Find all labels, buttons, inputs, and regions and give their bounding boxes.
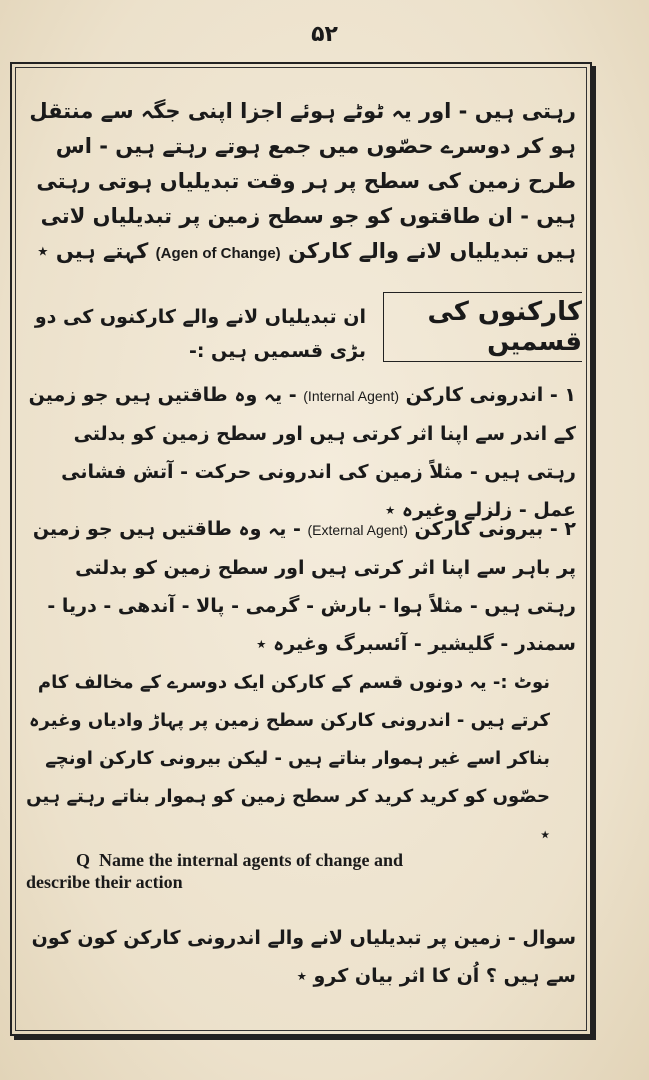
english-question: [26, 849, 570, 893]
types-intro-text: ان تبدیلیاں لانے والے کارکنوں کی دو بڑی قسمیں ہیں :-: [34, 306, 366, 362]
english-term-external-agent: (External Agent): [307, 522, 408, 538]
question-label: Q: [76, 850, 91, 870]
paragraph-1-text: رہتی ہیں - اور یہ ٹوٹے ہوئے اجزا اپنی جگہ سے منتقل ہو کر دوسرے حصّوں میں جمع ہوتے رہتے ہیں - اس طرح زمین کی سطح پر ہر وقت تبدیلیاں ہوتی رہتی ہیں - ان طاقتوں کو جو سطح زمین پر تبدیلیاں لاتی ہیں تبدیلیاں لانے والے کارکن: [29, 99, 576, 263]
section-heading-types-of-agents: کارکنوں کی قسمیں: [383, 292, 582, 362]
page-number: ۵۲: [311, 22, 338, 47]
item-description: - یہ وہ طاقتیں ہیں جو زمین کے اندر سے اپنا اثر کرتی ہیں اور سطح زمین کو بدلتی رہتی ہیں - مثلاً زمین کی اندرونی حرکت - آتش فشانی عمل - زلزلے وغیرہ ٭: [28, 384, 576, 521]
note-paragraph: نوٹ :- یہ دونوں قسم کے کارکن ایک دوسرے کے مخالف کام کرتے ہیں - اندرونی کارکن سطح زمین پر پہاڑ وادیاں وغیرہ بناکر اسے غیر ہموار بناتے ہیں - لیکن بیرونی کارکن اونچے حصّوں کو کرید کرید کر سطح زمین کو ہموار بناتے رہتے ہیں ٭: [26, 672, 550, 845]
urdu-question: سوال - زمین پر تبدیلیاں لانے والے اندرونی کارکن کون کون سے ہیں ؟ اُن کا اثر بیان کرو ٭: [31, 927, 576, 987]
item-number: ۲ -: [549, 518, 576, 540]
english-term-internal-agent: (Internal Agent): [303, 388, 399, 404]
paragraph-1-ending: کہتے ہیں ٭: [37, 239, 149, 263]
paragraph-agents-of-change: [24, 94, 576, 271]
item-number: ۱ -: [549, 384, 576, 406]
item-title: بیرونی کارکن: [414, 518, 544, 540]
question-line-2: describe their action: [26, 872, 183, 892]
list-item-external-agent: [24, 510, 576, 663]
english-term-agents-of-change: (Agen of Change): [155, 245, 281, 262]
item-title: اندرونی کارکن: [405, 384, 544, 406]
item-description: - یہ وہ طاقتیں ہیں جو زمین پر باہر سے اپنا اثر کرتی ہیں اور سطح زمین کو بدلتی رہتی ہیں - مثلاً ہوا - بارش - گرمی - پالا - آندھی - دریا - سمندر - گلیشیر - آئسبرگ وغیرہ ٭: [32, 518, 576, 655]
page-border-frame: [10, 62, 592, 1036]
list-item-internal-agent: [24, 376, 576, 529]
question-line-1: Name the internal agents of change and: [99, 850, 404, 870]
